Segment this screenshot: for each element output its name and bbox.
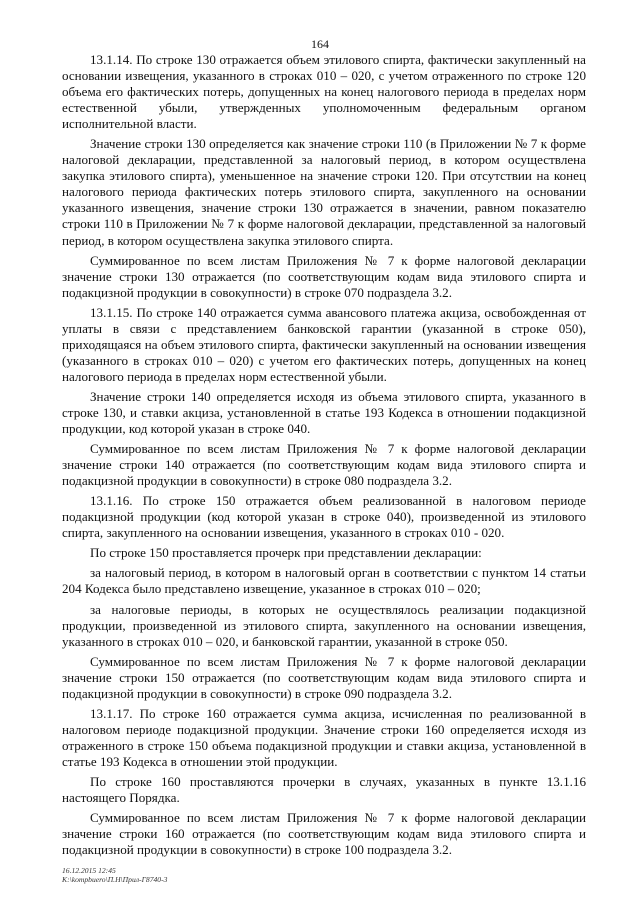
paragraph-line-130-definition: Значение строки 130 определяется как значение строки 110 (в Приложении № 7 к форме налоговой декларации, представленной за налоговый период, в котором осуществлена закупка этилового спирта), уменьшенное на значение строки 120. При отсутствии на конец налогового периода фактических потерь этилового спирта, закупленного на основании указанного извещения, значение строки 130 отражается в значении, равном показателю строки 110 в Приложении № 7 к форме налоговой декларации, представленной за налоговый период, в котором осуществлена закупка этилового спирта. [62,136,586,248]
paragraph-line-160-summary: Суммированное по всем листам Приложения № 7 к форме налоговой декларации значение строки 160 отражается (по соответствующим кодам вида этилового спирта и подакцизной продукции в совокупности) в строке 100 подраздела 3.2. [62,810,586,858]
paragraph-13-1-17: 13.1.17. По строке 160 отражается сумма акциза, исчисленная по реализованной в налоговом периоде подакцизной продукции. Значение строки 160 определяется исходя из отраженного в строке 150 объема подакцизной продукции и ставки акциза, установленной в статье 193 Кодекса в отношении этой продукции. [62,705,586,769]
paragraph-line-150-summary: Суммированное по всем листам Приложения № 7 к форме налоговой декларации значение строки 150 отражается (по соответствующим кодам вида этилового спирта и подакцизной продукции в совокупности) в строке 090 подраздела 3.2. [62,653,586,701]
page-number: 164 [311,37,329,51]
document-body [62,52,586,862]
paragraph-line-140-definition: Значение строки 140 определяется исходя из объема этилового спирта, указанного в строке 130, и ставки акциза, установленной в статье 193 Кодекса в отношении подакцизной продукции, код которой указан в строке 040. [62,388,586,437]
footer-file-path: K:\kompbuero\П.Н\Прил-Г8740-3 [62,875,168,884]
document-footer [62,866,167,884]
paragraph-13-1-14: 13.1.14. По строке 130 отражается объем этилового спирта, фактически закупленный на основании извещения, указанного в строках 010 – 020, с учетом отраженного по строке 120 объема его фактических потерь, допущенных на конец налогового периода в пределах норм естественной убыли, утвержденных уполномоченным федеральным органом исполнительной власти. [62,52,586,132]
paragraph-line-140-summary: Суммированное по всем листам Приложения № 7 к форме налоговой декларации значение строки 140 отражается (по соответствующим кодам вида этилового спирта и подакцизной продукции в совокупности) в строке 080 подраздела 3.2. [62,441,586,489]
paragraph-line-160-dash: По строке 160 проставляются прочерки в случаях, указанных в пункте 13.1.16 настоящего Порядка. [62,773,586,806]
paragraph-line-150-dash-intro: По строке 150 проставляется прочерк при представлении декларации: [90,545,482,561]
paragraph-13-1-15: 13.1.15. По строке 140 отражается сумма авансового платежа акциза, освобожденная от уплаты в связи с представлением банковской гарантии (указанной в строке 050), приходящаяся на объем этилового спирта, фактически закупленный на основании извещения (указанного в строках 010 – 020) с учетом его фактических потерь, допущенных на конец налогового периода в пределах норм естественной убыли. [62,304,586,384]
paragraph-line-150-dash-case-2: за налоговые периоды, в которых не осуществлялось реализации подакцизной продукции, произведенной из этилового спирта, закупленного на основании извещения, указанного в строках 010 – 020, и банковской гарантии, указанной в строке 050. [62,601,586,649]
footer-timestamp: 16.12.2015 12:45 [62,866,116,875]
paragraph-13-1-16: 13.1.16. По строке 150 отражается объем реализованной в налоговом периоде подакцизной продукции (код которой указан в строке 040), произведенной из этилового спирта, закупленного на основании извещения, указанного в строках 010 - 020. [62,493,586,541]
paragraph-line-130-summary: Суммированное по всем листам Приложения № 7 к форме налоговой декларации значение строки 130 отражается (по соответствующим кодам вида этилового спирта и подакцизной продукции в совокупности) в строке 070 подраздела 3.2. [62,252,586,300]
paragraph-line-150-dash-case-1: за налоговый период, в котором в налоговый орган в соответствии с пунктом 14 статьи 204 Кодекса было представлено извещение, указанное в строках 010 – 020; [62,565,586,597]
